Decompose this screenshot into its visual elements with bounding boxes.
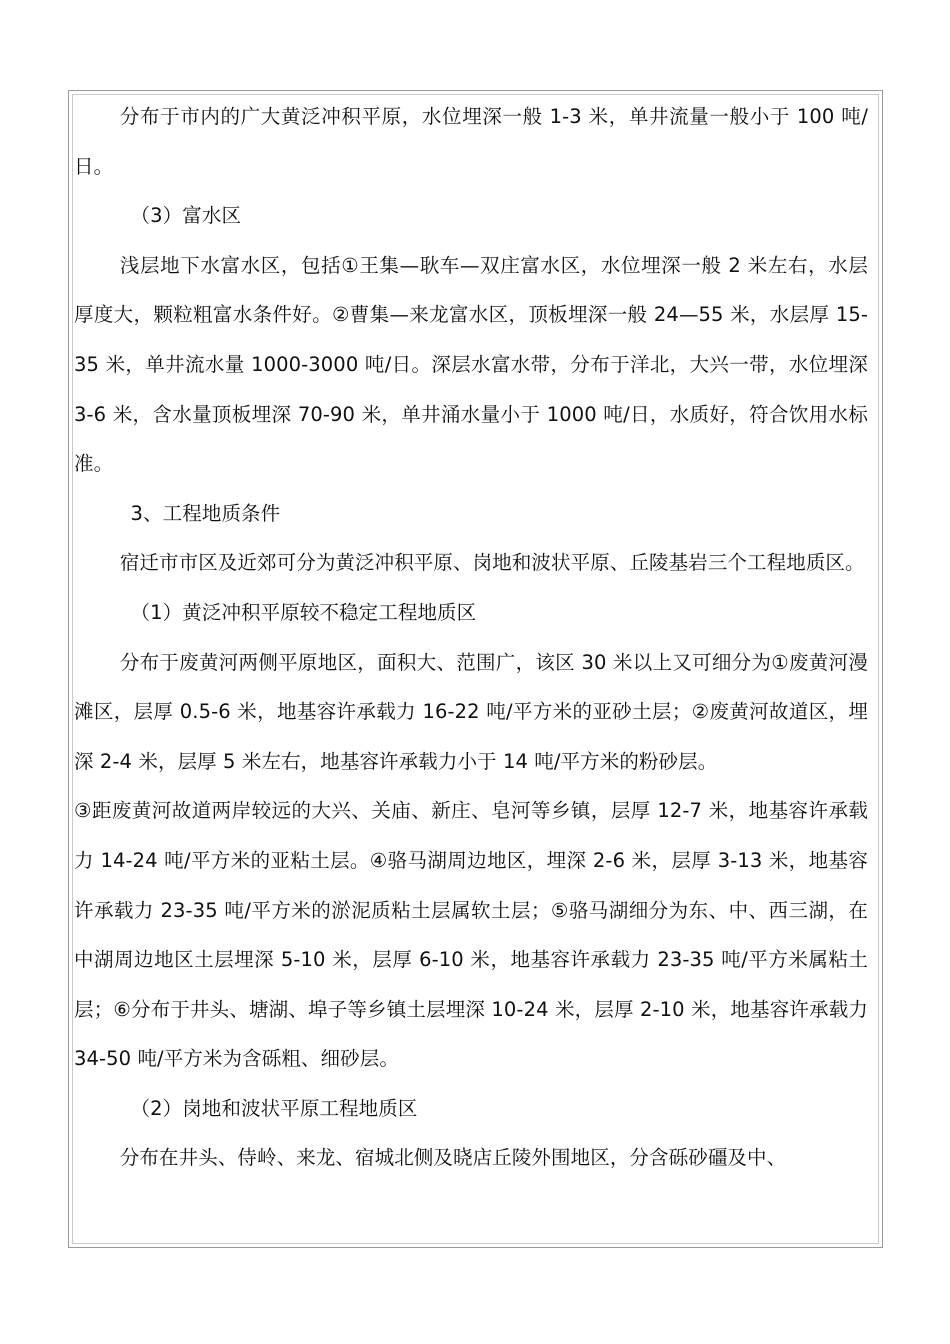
paragraph-alluvial-plain-part1: 分布于废黄河两侧平原地区，面积大、范围广，该区 30 米以上又可细分为①废黄河漫滩区，层厚 0.5-6 米，地基容许承载力 16-22 吨/平方米的亚砂土层；②废黄河故道区，埋深 2-4 米，层厚 5 米左右，地基容许承载力小于 14 吨/平方米的粉砂层。 [74,650,868,773]
paragraph-alluvial-plain-part2: ③距废黄河故道两岸较远的大兴、关庙、新庄、皂河等乡镇，层厚 12-7 米，地基容许承载力 14-24 吨/平方米的亚粘土层。④骆马湖周边地区，埋深 2-6 米，层厚 3-13 米，地基容许承载力 23-35 吨/平方米的淤泥质粘土层属软土层；⑤骆马湖细分为东、中、西三湖，在中湖周边地区土层埋深 5-10 米，层厚 6-10 米，地基容许承载力 23-35 吨/平方米属粘土层；⑥分布于井头、塘湖、埠子等乡镇土层埋深 10-24 米，层厚 2-10 米，地基容许承载力 34-50 吨/平方米为含砾粗、细砂层。 [74,799,868,1071]
paragraph-rich-water-area: 浅层地下水富水区，包括①王集—耿车—双庄富水区，水位埋深一般 2 米左右，水层厚度大，颗粒粗富水条件好。②曹集—来龙富水区，顶板埋深一般 24—55 米，水层厚 15-35 米，单井流水量 1000-3000 吨/日。深层水富水带，分布于洋北，大兴一带，水位埋深 3-6 米，含水量顶板埋深 70-90 米，单井涌水量小于 1000 吨/日，水质好，符合饮用水标准。 [74,253,868,476]
heading-alluvial-plain-zone: （1）黄泛冲积平原较不稳定工程地质区 [130,600,477,624]
paragraph-hillock-plain: 分布在井头、侍岭、来龙、宿城北侧及晓店丘陵外围地区，分含砾砂礓及中、 [119,1146,787,1170]
paragraph-geology-overview: 宿迁市市区及近郊可分为黄泛冲积平原、岗地和波状平原、丘陵基岩三个工程地质区。 [119,551,865,575]
heading-hillock-plain-zone: （2）岗地和波状平原工程地质区 [130,1096,418,1120]
heading-rich-water-area: （3）富水区 [130,204,242,228]
heading-engineering-geology: 3、工程地质条件 [130,501,281,525]
document-body [74,92,868,1183]
paragraph-low-water-area: 分布于市内的广大黄泛冲积平原，水位埋深一般 1-3 米，单井流量一般小于 100 吨/日。 [74,105,868,178]
